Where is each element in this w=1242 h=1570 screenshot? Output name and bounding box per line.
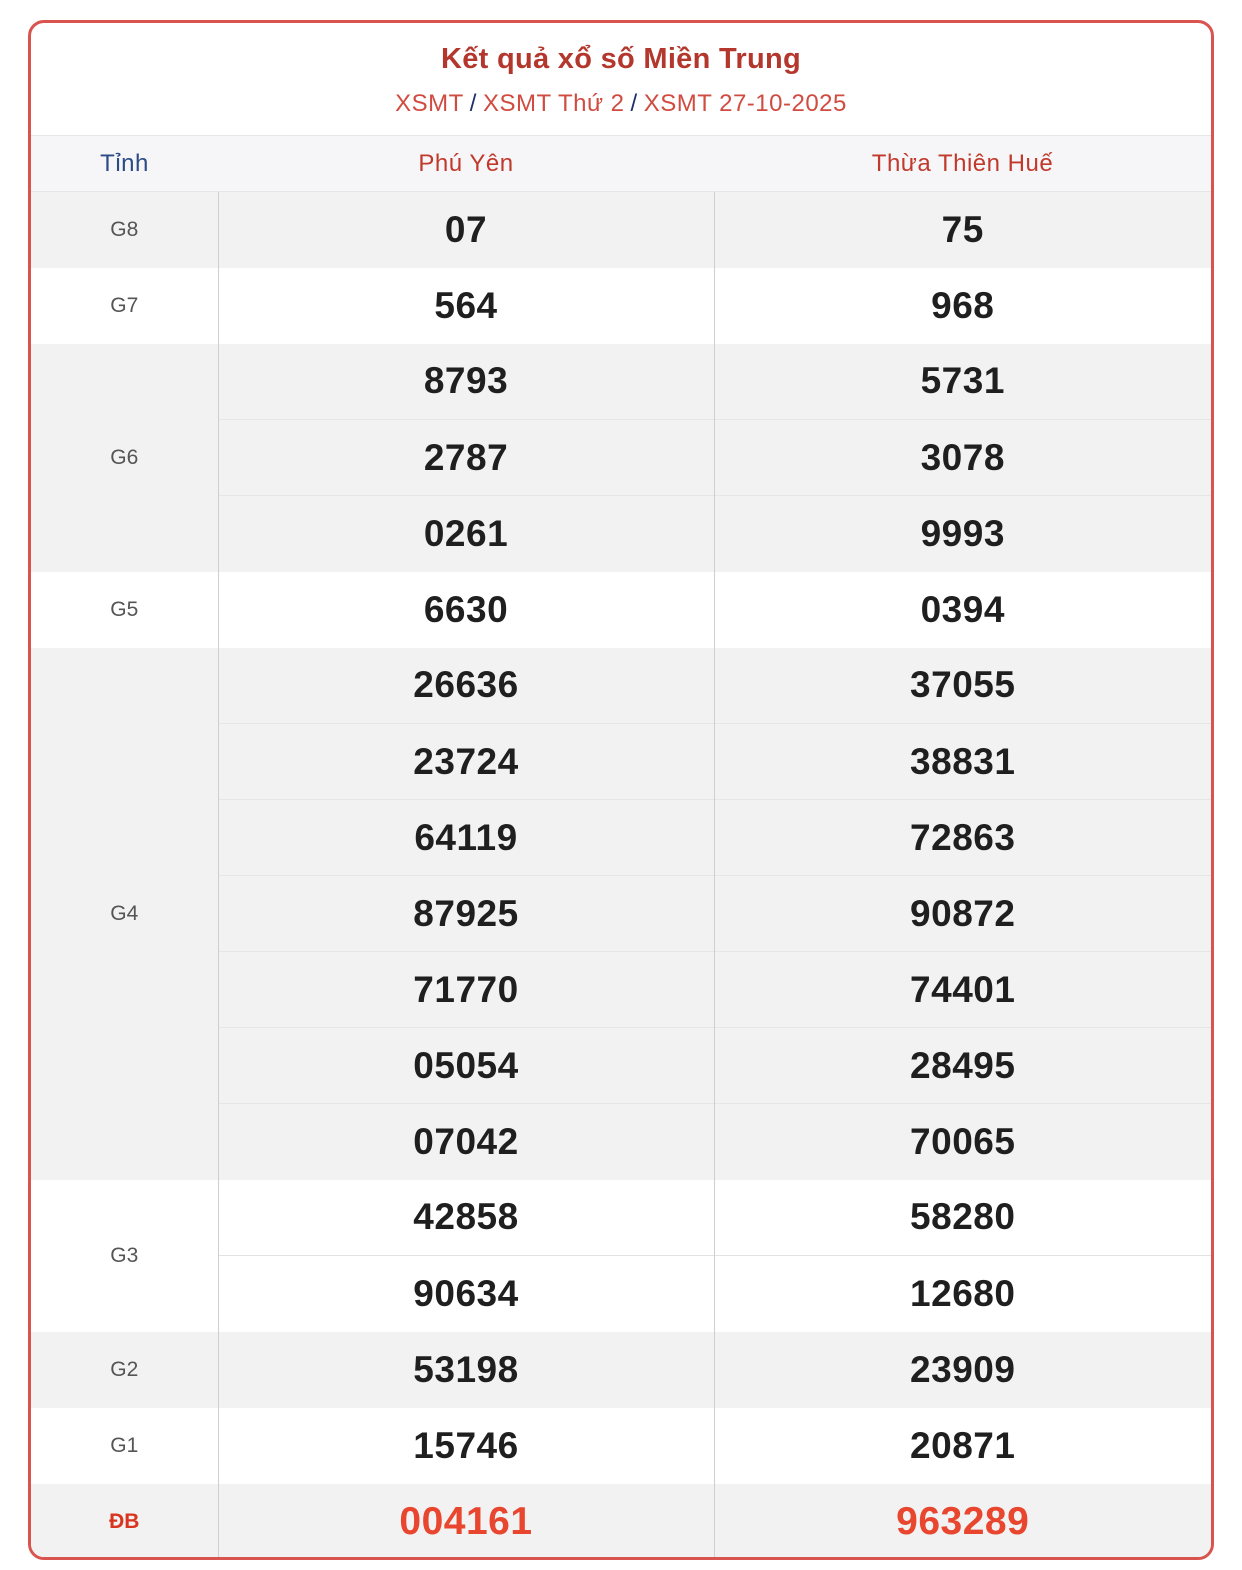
prize-number: 74401: [714, 952, 1211, 1028]
prize-number: 2787: [218, 420, 714, 496]
prize-number: 90872: [714, 876, 1211, 952]
prize-number: 28495: [714, 1028, 1211, 1104]
prize-number: 87925: [218, 876, 714, 952]
breadcrumb-link-xsmt-thu-2[interactable]: XSMT Thứ 2: [482, 90, 625, 117]
table-row: [31, 1484, 1211, 1560]
table-header-row: [31, 136, 1211, 192]
prize-number: 564: [218, 268, 714, 344]
prize-number: 07042: [218, 1104, 714, 1180]
prize-number: 9993: [714, 496, 1211, 572]
prize-label: ĐB: [31, 1484, 218, 1560]
prize-number: 07: [218, 192, 714, 268]
prize-number: 26636: [218, 648, 714, 724]
breadcrumb-link-xsmt[interactable]: XSMT: [395, 90, 464, 117]
province-label-header: Tỉnh: [31, 136, 218, 192]
prize-number: 23909: [714, 1332, 1211, 1408]
table-row: [31, 192, 1211, 268]
prize-label: G8: [31, 192, 218, 268]
prize-number: 5731: [714, 344, 1211, 420]
prize-group-g8: [31, 192, 1211, 268]
table-row: [31, 344, 1211, 420]
prize-label: G3: [31, 1180, 218, 1332]
page-title: Kết quả xổ số Miền Trung: [440, 43, 802, 75]
prize-group-g2: [31, 1332, 1211, 1408]
prize-number: 72863: [714, 800, 1211, 876]
prize-group-g3: [31, 1180, 1211, 1332]
prize-group-đb: [31, 1484, 1211, 1560]
prize-group-g7: [31, 268, 1211, 344]
table-row: [31, 1408, 1211, 1484]
prize-number: 38831: [714, 724, 1211, 800]
prize-number: 12680: [714, 1256, 1211, 1332]
prize-label: G6: [31, 344, 218, 572]
prize-number: 64119: [218, 800, 714, 876]
prize-number: 23724: [218, 724, 714, 800]
table-row: [31, 268, 1211, 344]
prize-label: G4: [31, 648, 218, 1180]
table-row: [31, 1332, 1211, 1408]
prize-label: G2: [31, 1332, 218, 1408]
prize-number: 42858: [218, 1180, 714, 1256]
prize-group-g4: [31, 648, 1211, 1180]
prize-number: 90634: [218, 1256, 714, 1332]
prize-number: 05054: [218, 1028, 714, 1104]
breadcrumb-separator: /: [630, 90, 638, 117]
prize-label: G1: [31, 1408, 218, 1484]
table-row: [31, 648, 1211, 724]
prize-number: 53198: [218, 1332, 714, 1408]
table-row: [31, 572, 1211, 648]
prize-number: 37055: [714, 648, 1211, 724]
card-header: [31, 23, 1211, 135]
prize-number: 3078: [714, 420, 1211, 496]
prize-group-g5: [31, 572, 1211, 648]
prize-label: G7: [31, 268, 218, 344]
prize-number: 0261: [218, 496, 714, 572]
prize-group-g1: [31, 1408, 1211, 1484]
prize-number: 75: [714, 192, 1211, 268]
table-row: [31, 1180, 1211, 1256]
breadcrumb-link-xsmt-date[interactable]: XSMT 27-10-2025: [643, 90, 847, 117]
prize-number: 58280: [714, 1180, 1211, 1256]
prize-number: 15746: [218, 1408, 714, 1484]
results-card: [28, 20, 1214, 1560]
breadcrumb: [31, 90, 1211, 118]
prize-number: 20871: [714, 1408, 1211, 1484]
results-table: [31, 135, 1211, 1560]
prize-number: 0394: [714, 572, 1211, 648]
breadcrumb-separator: /: [469, 90, 477, 117]
prize-number: 70065: [714, 1104, 1211, 1180]
province-header-thua-thien-hue: Thừa Thiên Huế: [714, 136, 1211, 192]
prize-number: 968: [714, 268, 1211, 344]
prize-group-g6: [31, 344, 1211, 572]
prize-number: 8793: [218, 344, 714, 420]
province-header-phu-yen: Phú Yên: [218, 136, 714, 192]
special-prize-number: 963289: [714, 1484, 1211, 1560]
prize-number: 71770: [218, 952, 714, 1028]
prize-label: G5: [31, 572, 218, 648]
prize-number: 6630: [218, 572, 714, 648]
special-prize-number: 004161: [218, 1484, 714, 1560]
